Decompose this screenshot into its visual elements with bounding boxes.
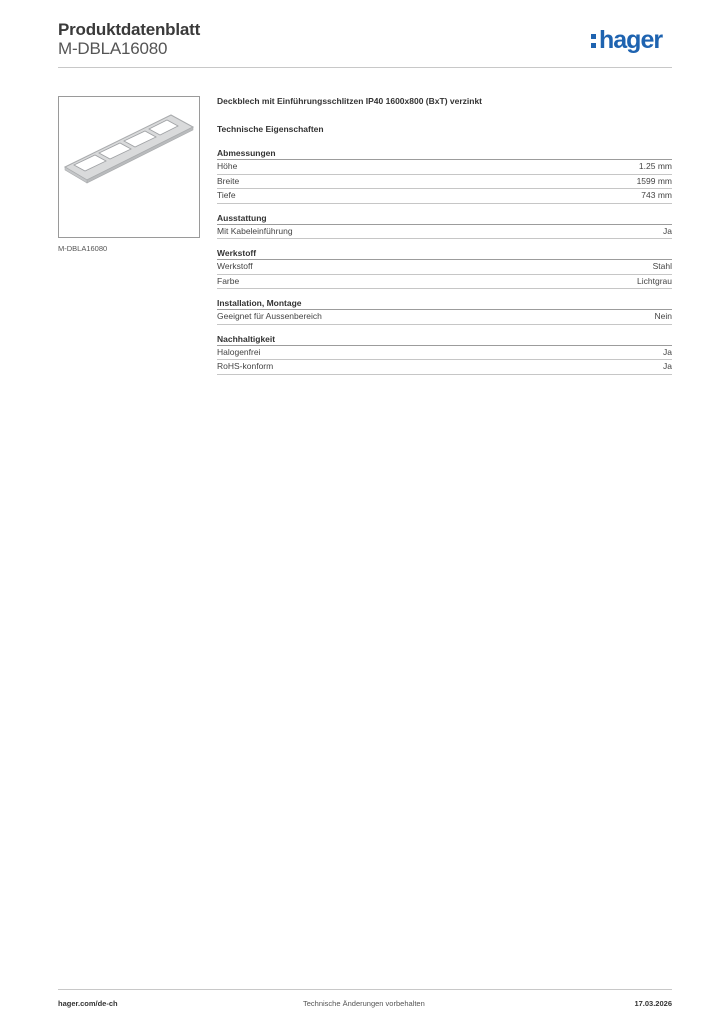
section-heading: Nachhaltigkeit	[217, 334, 672, 346]
property-label: Breite	[217, 175, 240, 186]
property-label: Mit Kabeleinführung	[217, 225, 293, 236]
property-value: 743 mm	[641, 190, 672, 200]
footer-divider	[58, 989, 672, 990]
property-row	[217, 225, 672, 240]
property-row	[217, 310, 672, 325]
property-row	[217, 160, 672, 175]
property-value: Lichtgrau	[637, 275, 672, 286]
property-label: Halogenfrei	[217, 346, 261, 357]
page-title: Produktdatenblatt	[58, 20, 201, 39]
logo-colon-icon	[591, 34, 597, 53]
product-description: Deckblech mit Einführungsschlitzen IP40 1600x800 (BxT) verzinkt	[217, 96, 483, 106]
section-heading: Installation, Montage	[217, 298, 672, 310]
property-row	[217, 189, 672, 204]
section-heading: Ausstattung	[217, 213, 672, 225]
property-value: 1.25 mm	[638, 161, 672, 171]
section-installation	[217, 298, 672, 325]
property-value: 1599 mm	[636, 175, 672, 186]
property-value: Nein	[654, 311, 672, 321]
datasheet-content	[217, 96, 672, 384]
section-heading: Abmessungen	[217, 148, 672, 160]
property-row	[217, 360, 672, 375]
section-material	[217, 248, 672, 289]
property-row	[217, 346, 672, 361]
section-dimensions	[217, 148, 672, 204]
property-value: Ja	[663, 361, 672, 371]
product-image	[58, 96, 200, 238]
section-heading: Werkstoff	[217, 248, 672, 260]
footer-website-link[interactable]: hager.com/de-ch	[58, 999, 118, 1008]
property-label: Höhe	[217, 161, 238, 171]
logo-text: hager	[599, 26, 663, 54]
property-row	[217, 260, 672, 275]
property-label: RoHS-konform	[217, 361, 274, 371]
property-row	[217, 175, 672, 190]
footer-disclaimer: Technische Änderungen vorbehalten	[303, 999, 425, 1008]
hager-logo	[591, 28, 662, 53]
property-value: Stahl	[652, 261, 672, 271]
header-divider	[58, 67, 672, 68]
section-sustainability	[217, 334, 672, 375]
footer-date: 17.03.2026	[634, 999, 672, 1008]
property-row	[217, 275, 672, 290]
property-label: Farbe	[217, 275, 240, 286]
product-code: M-DBLA16080	[58, 39, 168, 58]
property-label: Tiefe	[217, 190, 236, 200]
property-value: Ja	[663, 225, 672, 236]
property-value: Ja	[663, 346, 672, 357]
section-equipment	[217, 213, 672, 240]
property-label: Geeignet für Aussenbereich	[217, 311, 322, 321]
image-caption: M-DBLA16080	[58, 244, 108, 253]
cover-plate-illustration	[59, 97, 199, 237]
technical-properties-heading: Technische Eigenschaften	[217, 124, 324, 134]
property-label: Werkstoff	[217, 261, 253, 271]
